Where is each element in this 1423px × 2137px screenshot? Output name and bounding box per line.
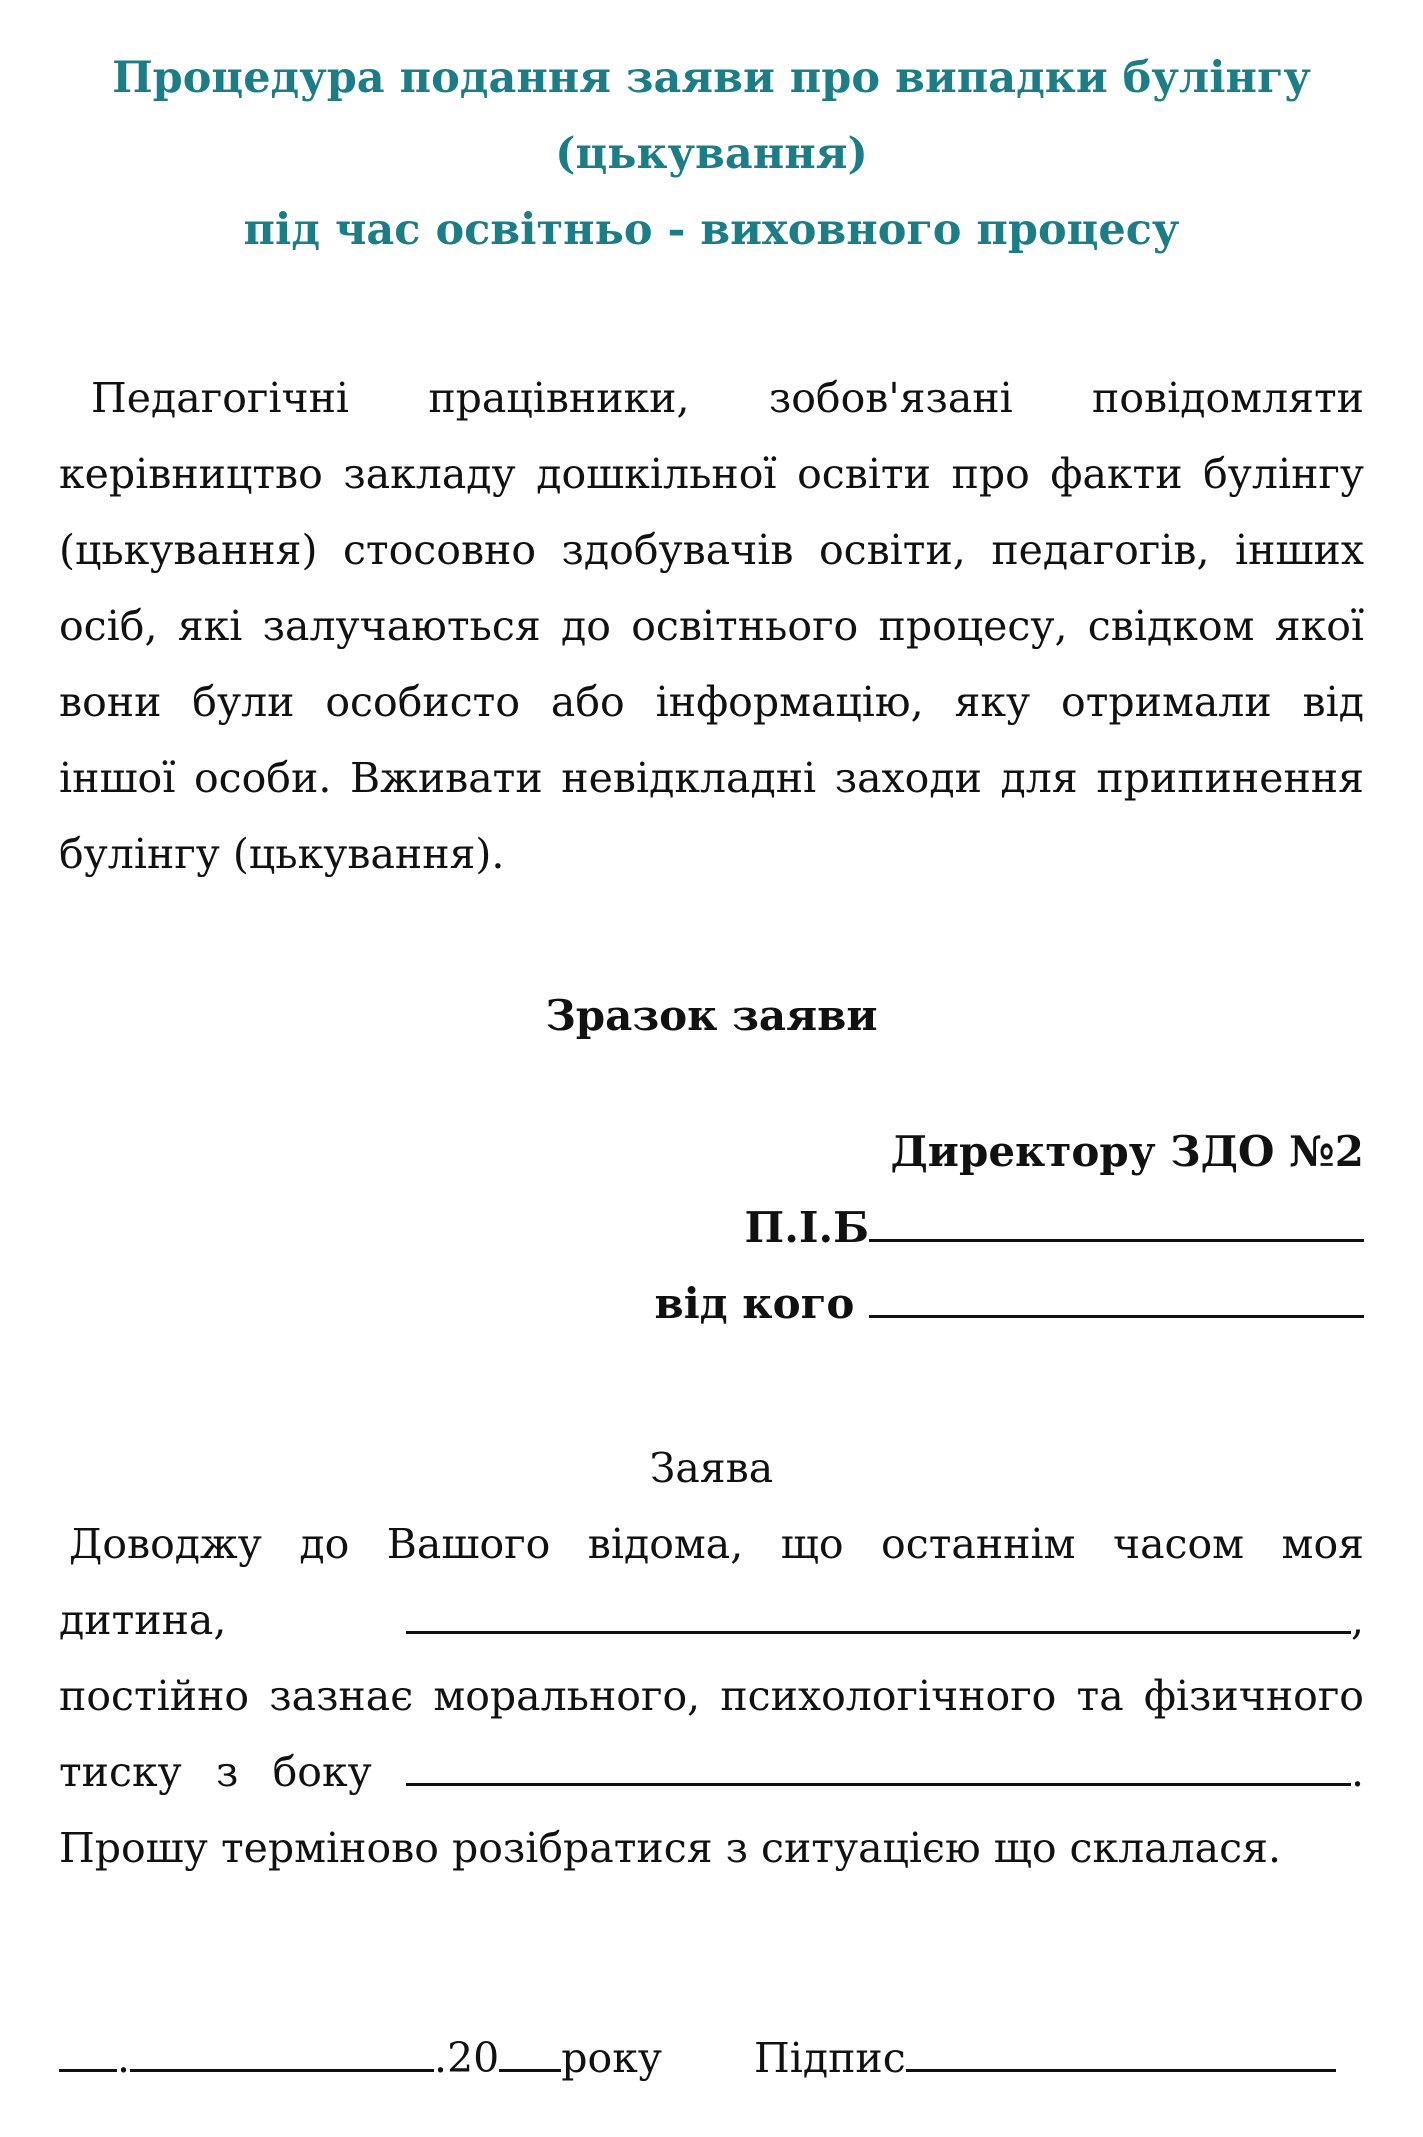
statement-part-2: , постійно зазнає морального, психологічного та фізичного тиску з боку bbox=[59, 1596, 1364, 1796]
signature-blank-line bbox=[906, 2027, 1336, 2072]
day-blank-line bbox=[59, 2027, 117, 2072]
from-blank-line bbox=[869, 1273, 1364, 1318]
title-line-1: Процедура подання заяви про випадки булінгу bbox=[112, 53, 1311, 103]
year-blank-line bbox=[499, 2027, 561, 2072]
document-title bbox=[59, 40, 1364, 268]
addressee-from-row bbox=[59, 1266, 1364, 1342]
addressee-to: Директору ЗДО №2 bbox=[890, 1127, 1364, 1176]
signature-label: Підпис bbox=[753, 2034, 906, 2082]
footer-row bbox=[59, 2020, 1364, 2096]
intro-paragraph: Педагогічні працівники, зобов'язані повідомляти керівництво закладу дошкільної освіти про факти булінгу (цькування) стосовно здобувачів освіти, педагогів, інших осіб, які залучаються до освітнього процесу, свідком якої вони були особисто або інформацію, яку отримали від іншої особи. Вживати невідкладні заходи для припинення булінгу (цькування). bbox=[59, 374, 1364, 878]
child-name-blank-line bbox=[406, 1589, 1351, 1634]
month-blank-line bbox=[130, 2027, 434, 2072]
title-line-2: (цькування) bbox=[555, 129, 868, 179]
date-dot: . bbox=[117, 2034, 131, 2082]
addressee-name-row bbox=[59, 1190, 1364, 1266]
sample-heading: Зразок заяви bbox=[545, 991, 878, 1040]
statement-text bbox=[59, 1506, 1364, 1886]
name-label: П.І.Б bbox=[744, 1203, 869, 1252]
statement-part-3: . Прошу терміново розібратися з ситуацією що склалася. bbox=[59, 1748, 1364, 1872]
year-prefix: .20 bbox=[434, 2034, 500, 2082]
statement-part-1: Доводжу до Вашого відома, що останнім часом моя дитина, bbox=[59, 1520, 1364, 1644]
statement-title: Заява bbox=[649, 1444, 774, 1492]
title-line-3: під час освітньо - виховного процесу bbox=[243, 205, 1180, 255]
from-label: від кого bbox=[654, 1279, 869, 1328]
name-blank-line bbox=[869, 1197, 1364, 1242]
addressee-block bbox=[59, 1114, 1364, 1342]
year-suffix: року bbox=[561, 2034, 662, 2082]
offender-blank-line bbox=[406, 1741, 1351, 1786]
document-page bbox=[59, 40, 1364, 1886]
